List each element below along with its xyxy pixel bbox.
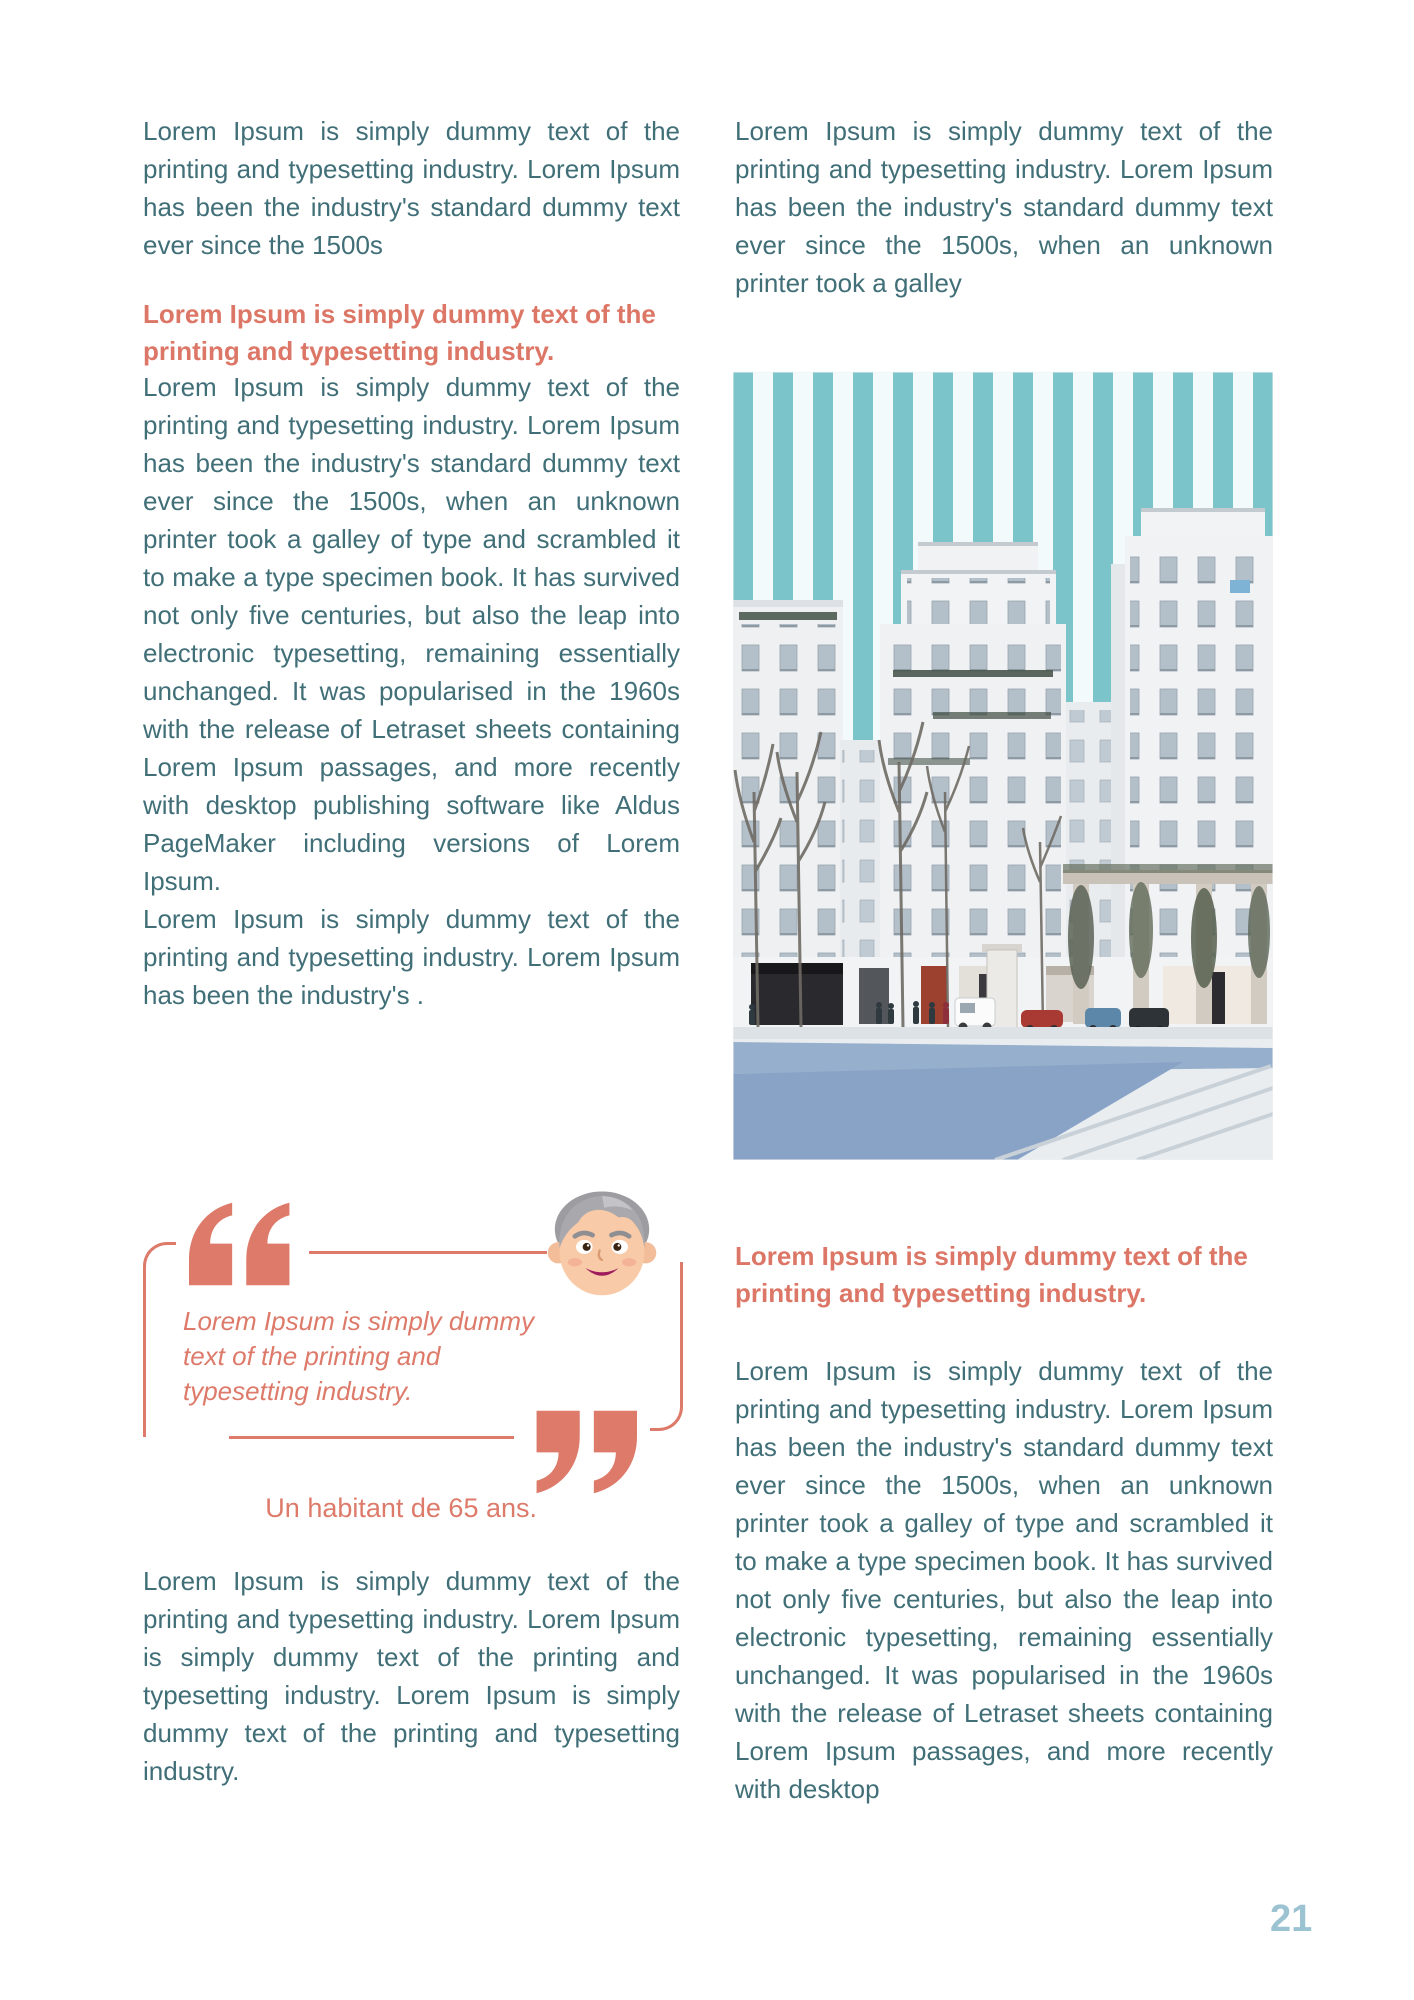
quote-frame-bottom-line [229, 1436, 514, 1439]
buildings-photo [733, 372, 1273, 1160]
pull-quote-block [143, 1178, 680, 1498]
left-paragraph-1: Lorem Ipsum is simply dummy text of the printing and typesetting industry. Lorem Ipsum has been the industry's standard dummy text ever since the 1500s [143, 116, 680, 260]
right-paragraph-1: Lorem Ipsum is simply dummy text of the printing and typesetting industry. Lorem Ipsum has been the industry's standard dummy text ever since the 1500s, when an unknown printer took a galley [735, 116, 1273, 298]
older-person-emoji [543, 1182, 661, 1300]
right-section-heading: Lorem Ipsum is simply dummy text of the printing and typesetting industry. [735, 1241, 1248, 1308]
closing-double-quote-icon [535, 1410, 637, 1494]
left-paragraph-block [143, 368, 680, 1014]
quote-attribution: Un habitant de 65 ans. [265, 1493, 537, 1523]
left-paragraph-3: Lorem Ipsum is simply dummy text of the printing and typesetting industry. Lorem Ipsum has been the industry's . [143, 904, 680, 1010]
pull-quote-text: Lorem Ipsum is simply dummy text of the printing and typesetting industry. [183, 1306, 535, 1406]
quote-frame-top-line [309, 1251, 547, 1254]
page-number: 21 [1270, 1898, 1313, 1940]
quote-frame-left [143, 1242, 176, 1437]
right-paragraph-2: Lorem Ipsum is simply dummy text of the printing and typesetting industry. Lorem Ipsum has been the industry's standard dummy text ever since the 1500s, when an unknown printer took a galley of type and scrambled it to make a type specimen book. It has survived not only five centuries, but also the leap into electronic typesetting, remaining essentially unchanged. It was popularised in the 1960s with the release of Letraset sheets containing Lorem Ipsum passages, and more recently with desktop [735, 1356, 1273, 1804]
left-paragraph-4: Lorem Ipsum is simply dummy text of the printing and typesetting industry. Lorem Ipsum is simply dummy text of the printing and typesetting industry. Lorem Ipsum is simply dummy text of the printing and typesetting industry. [143, 1566, 680, 1786]
left-section-heading: Lorem Ipsum is simply dummy text of the printing and typesetting industry. [143, 299, 656, 366]
left-paragraph-2: Lorem Ipsum is simply dummy text of the printing and typesetting industry. Lorem Ipsum has been the industry's standard dummy text ever since the 1500s, when an unknown printer took a galley of type and scrambled it to make a type specimen book. It has survived not only five centuries, but also the leap into electronic typesetting, remaining essentially unchanged. It was popularised in the 1960s with the release of Letraset sheets containing Lorem Ipsum passages, and more recently with desktop publishing software like Aldus PageMaker including versions of Lorem Ipsum. [143, 372, 680, 896]
opening-double-quote-icon [189, 1202, 291, 1286]
